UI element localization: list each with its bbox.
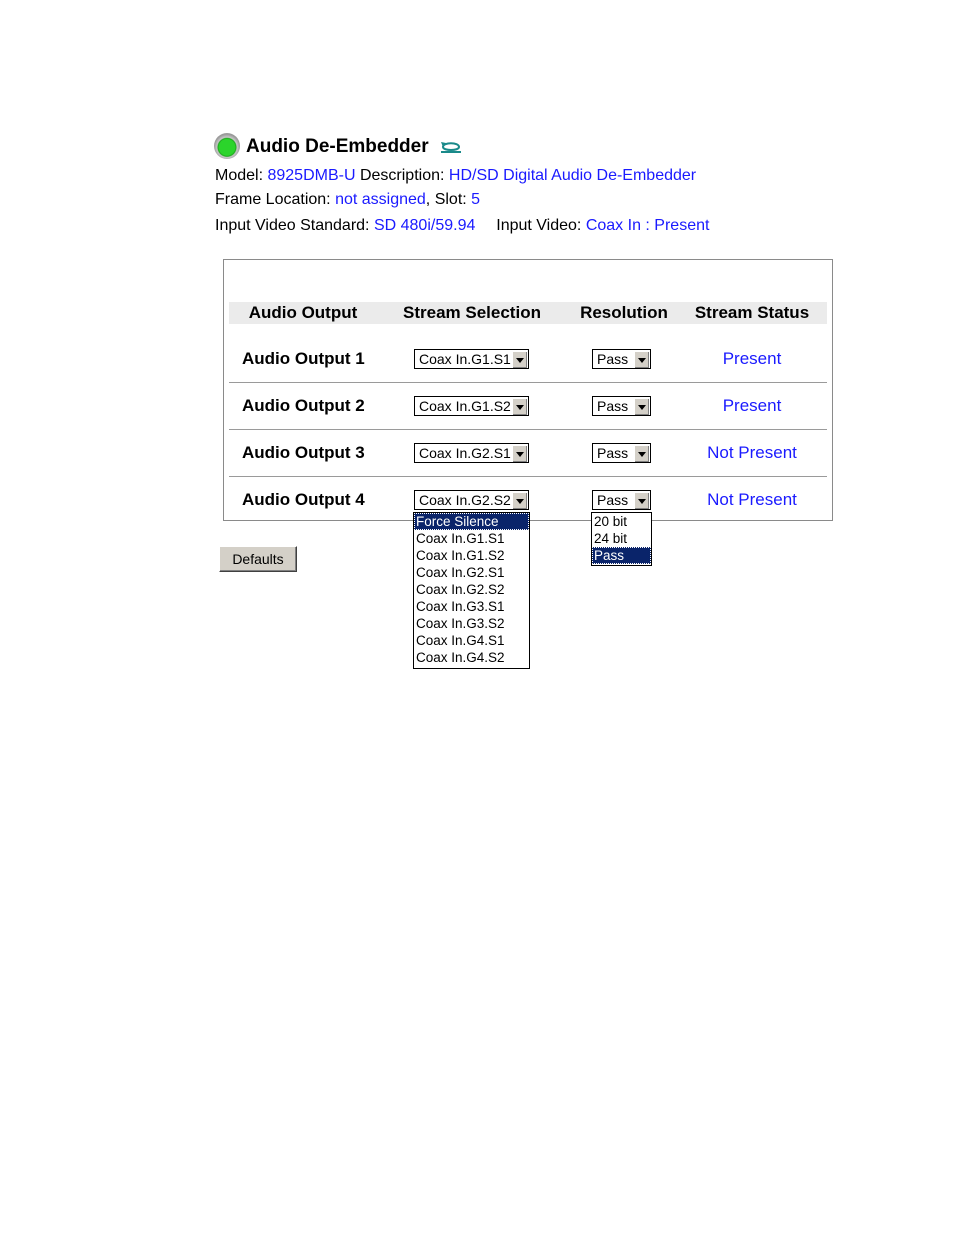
input-video-value[interactable]: Coax In : Present: [585, 217, 710, 234]
frame-location-label: Frame Location:: [215, 191, 331, 208]
chevron-down-icon[interactable]: [512, 445, 527, 462]
stream-select-2[interactable]: [414, 396, 529, 416]
frame-line: [215, 191, 480, 209]
resolution-select-value: Pass: [597, 492, 629, 508]
stream-select-value: Coax In.G1.S1: [419, 351, 511, 367]
stream-status[interactable]: Present: [722, 396, 782, 415]
slot-label: , Slot:: [425, 191, 467, 208]
table-row: [229, 430, 827, 476]
dropdown-option[interactable]: Coax In.G2.S2: [416, 582, 505, 597]
dropdown-option[interactable]: Coax In.G1.S2: [416, 548, 505, 563]
stream-status[interactable]: Present: [722, 349, 782, 368]
header-stream-status: Stream Status: [694, 303, 810, 322]
dropdown-option[interactable]: Pass: [592, 547, 651, 564]
defaults-button[interactable]: Defaults: [219, 546, 297, 572]
video-standard-value[interactable]: SD 480i/59.94: [373, 217, 476, 234]
resolution-select-value: Pass: [597, 351, 629, 367]
stream-select-3[interactable]: [414, 443, 529, 463]
resolution-select-value: Pass: [597, 445, 629, 461]
row-label: Audio Output 1: [242, 349, 365, 368]
dropdown-option[interactable]: Force Silence: [414, 513, 529, 530]
table-row: [229, 336, 827, 382]
header-audio-output: Audio Output: [248, 303, 358, 322]
description-value[interactable]: HD/SD Digital Audio De-Embedder: [448, 167, 697, 184]
refresh-icon[interactable]: [439, 138, 463, 154]
table-row: [229, 383, 827, 429]
stream-status[interactable]: Not Present: [707, 443, 797, 462]
input-video-label: Input Video:: [496, 217, 582, 234]
model-value[interactable]: 8925DMB-U: [267, 167, 356, 184]
dropdown-option[interactable]: Coax In.G1.S1: [416, 531, 505, 546]
resolution-select-2[interactable]: [592, 396, 651, 416]
chevron-down-icon[interactable]: [634, 492, 649, 509]
stream-select-1[interactable]: [414, 349, 529, 369]
chevron-down-icon[interactable]: [512, 492, 527, 509]
stream-select-4[interactable]: [414, 490, 529, 510]
model-line: [215, 167, 696, 185]
video-standard-label: Input Video Standard:: [215, 217, 370, 234]
dropdown-option[interactable]: Coax In.G3.S2: [416, 616, 505, 631]
dropdown-option[interactable]: Coax In.G4.S2: [416, 650, 505, 665]
row-label: Audio Output 2: [242, 396, 365, 415]
header-resolution: Resolution: [580, 303, 668, 322]
chevron-down-icon[interactable]: [634, 398, 649, 415]
dropdown-option[interactable]: 24 bit: [594, 531, 628, 546]
resolution-select-3[interactable]: [592, 443, 651, 463]
audio-output-panel: [223, 259, 833, 521]
stream-select-value: Coax In.G2.S2: [419, 492, 511, 508]
chevron-down-icon[interactable]: [512, 398, 527, 415]
stream-dropdown-list: [413, 512, 530, 669]
stream-select-value: Coax In.G2.S1: [419, 445, 511, 461]
video-line: [215, 217, 709, 235]
chevron-down-icon[interactable]: [634, 445, 649, 462]
dropdown-option[interactable]: Coax In.G3.S1: [416, 599, 505, 614]
frame-location-value[interactable]: not assigned: [335, 191, 426, 208]
resolution-dropdown-list: [591, 512, 652, 566]
resolution-select-1[interactable]: [592, 349, 651, 369]
model-label: Model:: [215, 167, 264, 184]
slot-value[interactable]: 5: [471, 191, 481, 208]
description-label: Description:: [359, 167, 445, 184]
stream-select-value: Coax In.G1.S2: [419, 398, 511, 414]
chevron-down-icon[interactable]: [634, 351, 649, 368]
chevron-down-icon[interactable]: [512, 351, 527, 368]
dropdown-option[interactable]: 20 bit: [594, 514, 628, 529]
dropdown-option[interactable]: Coax In.G4.S1: [416, 633, 505, 648]
row-label: Audio Output 3: [242, 443, 365, 462]
row-label: Audio Output 4: [242, 490, 365, 509]
header-stream-selection: Stream Selection: [403, 303, 541, 322]
status-led-icon: [214, 133, 240, 159]
page-title: Audio De-Embedder: [246, 136, 429, 157]
resolution-select-4[interactable]: [592, 490, 651, 510]
table-header: [229, 302, 827, 324]
dropdown-option[interactable]: Coax In.G2.S1: [416, 565, 505, 580]
stream-status[interactable]: Not Present: [707, 490, 797, 509]
resolution-select-value: Pass: [597, 398, 629, 414]
